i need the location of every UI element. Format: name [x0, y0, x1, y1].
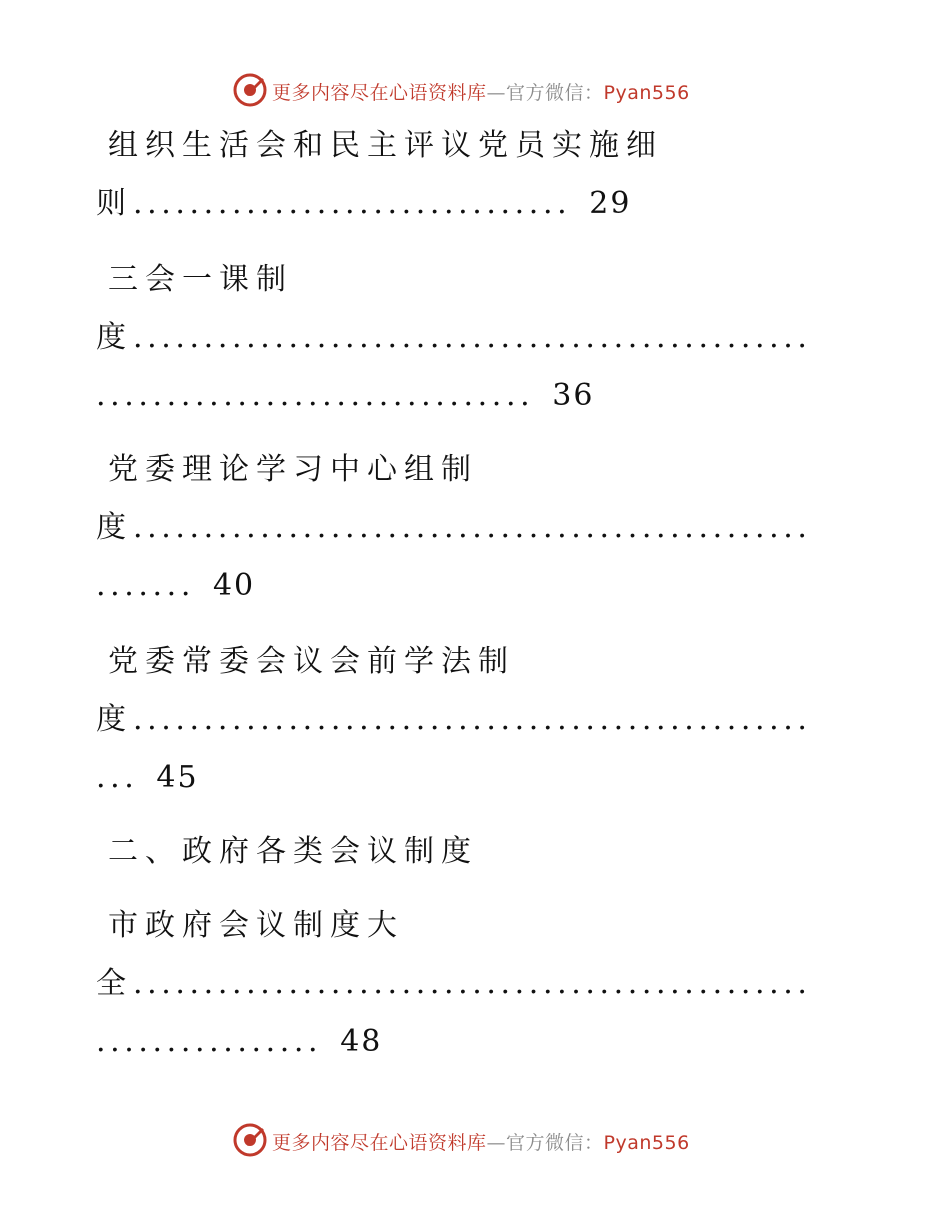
watermark-text	[272, 1128, 690, 1155]
toc-entry-title: 三会一课制	[108, 262, 293, 297]
toc-dots: ................................................	[133, 702, 812, 737]
watermark-id: Pyan556	[603, 1132, 690, 1154]
toc-page-number: 45	[156, 760, 199, 795]
pen-logo-icon	[232, 72, 268, 108]
toc-dots: ................................................	[133, 320, 812, 355]
toc-entry-tail: 度	[96, 702, 133, 737]
watermark-site: 更多内容尽在心语资料库	[272, 1132, 487, 1154]
watermark-label: 官方微信：	[506, 1132, 604, 1154]
toc-entry-leader	[96, 702, 812, 738]
header-watermark	[232, 70, 712, 110]
toc-entry-title: 市政府会议制度大	[108, 908, 404, 943]
watermark-site: 更多内容尽在心语资料库	[272, 82, 487, 104]
footer-watermark	[232, 1120, 712, 1160]
toc-entry-tail: 则	[96, 186, 133, 221]
toc-dots: ................................................	[133, 510, 812, 545]
toc-entry-leader-cont	[96, 568, 255, 604]
watermark-dash: —	[486, 82, 507, 104]
toc-entry-leader	[96, 510, 812, 546]
toc-entry-tail: 度	[96, 510, 133, 545]
toc-dots: ...	[96, 760, 139, 795]
toc-entry-tail: 全	[96, 966, 133, 1001]
toc-page-number: 40	[212, 568, 256, 603]
section-heading: 二、政府各类会议制度	[108, 834, 478, 869]
watermark-id: Pyan556	[603, 82, 690, 104]
watermark-label: 官方微信：	[506, 82, 604, 104]
toc-entry-tail: 度	[96, 320, 133, 355]
toc-entry-title: 党委理论学习中心组制	[108, 452, 478, 487]
watermark-dash: —	[486, 1132, 507, 1154]
watermark-text	[272, 78, 690, 105]
toc-dots: ...............................	[96, 378, 535, 413]
pen-logo-icon	[232, 1122, 268, 1158]
toc-dots: .......	[96, 568, 195, 603]
toc-entry-leader	[96, 320, 812, 356]
toc-entry-leader-cont	[96, 760, 199, 796]
toc-page-number: 29	[589, 186, 632, 221]
toc-entry-leader-cont	[96, 378, 594, 414]
toc-page-number: 36	[552, 378, 595, 413]
toc-entry-leader	[96, 966, 812, 1002]
toc-entry-title: 组织生活会和民主评议党员实施细	[108, 128, 663, 163]
toc-dots: ...............................	[133, 186, 572, 221]
toc-page-number: 48	[340, 1024, 383, 1059]
toc-entry-leader	[96, 186, 631, 222]
toc-dots: ................	[96, 1024, 323, 1059]
toc-dots: ................................................	[133, 966, 812, 1001]
toc-entry-title: 党委常委会议会前学法制	[108, 644, 515, 679]
toc-entry-leader-cont	[96, 1024, 382, 1060]
